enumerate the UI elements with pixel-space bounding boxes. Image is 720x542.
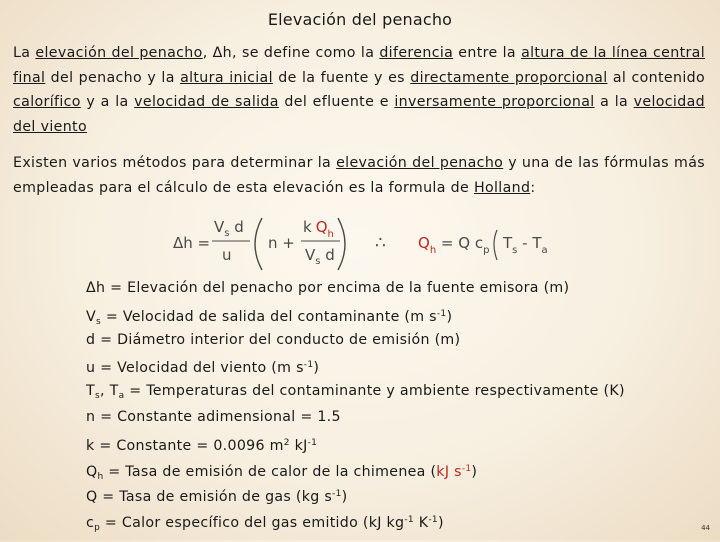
definition-row: k = Constante = 0.0096 $m^2$ $kJ^{-1}$ bbox=[86, 437, 318, 454]
definition-row: $Q_h$ = Tasa de emisión de calor de la chimenea (kJ $s^{-1}$) bbox=[86, 463, 478, 482]
therefore-symbol: ∴ bbox=[375, 233, 386, 253]
text: , Δh, se define como la bbox=[202, 45, 380, 61]
variable-definitions bbox=[86, 276, 686, 534]
text: al contenido bbox=[607, 69, 705, 86]
rhs-left-paren bbox=[494, 230, 497, 260]
text: : bbox=[530, 179, 536, 196]
underlined-term: inversamente proporcional bbox=[394, 94, 595, 110]
rhs-temperatures: $T_s - T_a$ bbox=[503, 234, 548, 256]
underlined-term: velocidad del viento bbox=[13, 94, 705, 135]
formula-rhs: $Q_h = Q$ $c_p$ bbox=[418, 234, 490, 256]
underlined-term: altura inicial bbox=[180, 69, 273, 86]
holland-formula bbox=[170, 214, 548, 274]
inner-numerator: k $Q_h$ bbox=[303, 218, 334, 240]
text: La bbox=[13, 45, 36, 61]
underlined-term: altura de la línea central final bbox=[13, 45, 706, 86]
definition-row: n = Constante adimensional = 1.5 bbox=[86, 408, 341, 425]
denominator-u: u bbox=[222, 246, 232, 264]
definition-row: $V_s$ = Velocidad de salida del contaminante (m $s^{-1}$) bbox=[86, 308, 453, 327]
underlined-term: velocidad de salida bbox=[134, 94, 279, 110]
slide-title: Elevación del penacho bbox=[267, 10, 453, 29]
text: a la bbox=[594, 94, 634, 110]
definition-row: u = Velocidad del viento (m $s^{-1}$) bbox=[86, 360, 320, 377]
definition-paragraph bbox=[13, 41, 705, 139]
underlined-term: directamente proporcional bbox=[410, 69, 608, 86]
right-paren bbox=[338, 218, 345, 270]
text: Existen varios métodos para determinar la bbox=[13, 155, 337, 171]
left-paren bbox=[255, 218, 262, 270]
numerator-v: $V_s$ d bbox=[214, 218, 244, 239]
formula-svg bbox=[170, 214, 548, 274]
text: de la fuente y es bbox=[272, 69, 411, 86]
formula-lhs: Δh = bbox=[173, 234, 211, 252]
page-number: 44 bbox=[701, 524, 710, 532]
definition-row: d = Diámetro interior del conducto de emisión (m) bbox=[86, 331, 461, 348]
text: del efluente e bbox=[278, 94, 395, 110]
underlined-term: Holland bbox=[473, 179, 531, 196]
text: entre la bbox=[453, 45, 522, 61]
paren-n: n + bbox=[268, 234, 295, 252]
text: del penacho y la bbox=[45, 69, 181, 86]
text: y una de las fórmulas más empleadas para el cálculo de esta elevación es la formula de bbox=[13, 155, 705, 196]
definition-row: $T_s$, $T_a$ = Temperaturas del contaminante y ambiente respectivamente (K) bbox=[86, 383, 625, 402]
inner-denominator: $V_s$ d bbox=[305, 246, 335, 267]
text: y a la bbox=[80, 94, 135, 110]
methods-paragraph bbox=[13, 151, 705, 200]
underlined-term: elevación del penacho bbox=[35, 45, 203, 61]
underlined-term: elevación del penacho bbox=[336, 155, 504, 171]
definition-row: $c_p$ = Calor específico del gas emitido (kJ $kg^{-1}$ $K^{-1}$) bbox=[86, 515, 444, 534]
underlined-term: calorífico bbox=[13, 94, 81, 110]
underlined-term: diferencia bbox=[379, 45, 454, 61]
definition-row: Q = Tasa de emisión de gas (kg $s^{-1}$) bbox=[86, 489, 348, 506]
definition-row: Δh = Elevación del penacho por encima de la fuente emisora (m) bbox=[86, 280, 570, 296]
